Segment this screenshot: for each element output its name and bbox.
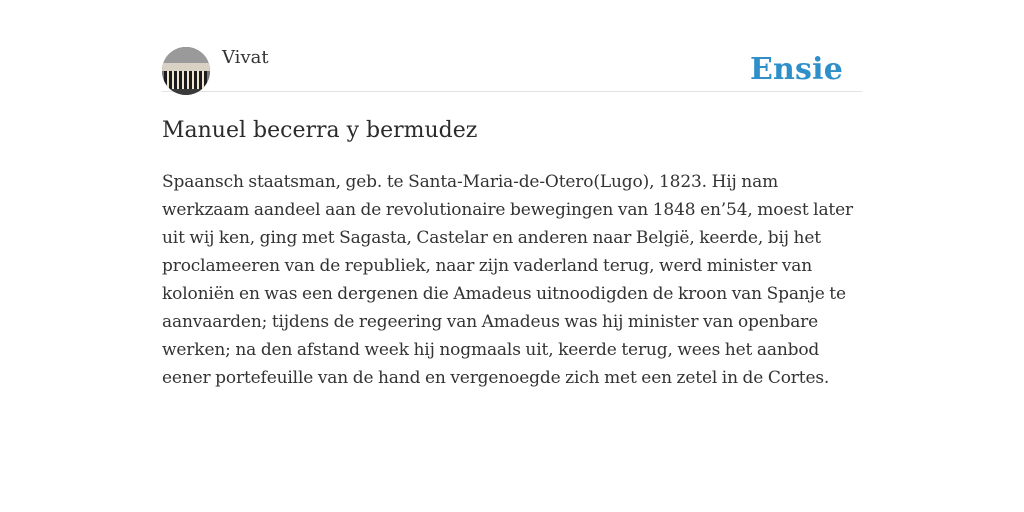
typewriter-keys-icon (162, 47, 210, 95)
page-title: Manuel becerra y bermudez (162, 118, 478, 143)
article-body: Spaansch staatsman, geb. te Santa-Maria-de-Otero(Lugo), 1823. Hij nam werkzaam aandeel aan de revolutionaire bewegingen van 1848 en’54, moest later uit wij ken, ging met Sagasta, Castelar en anderen naar België, keerde, bij het proclameeren van de republiek, naar zijn vaderland terug, werd minister van koloniën en was een dergenen die Amadeus uitnoodigden de kroon van Spanje te aanvaarden; tijdens de regeering van Amadeus was hij minister van openbare werken; na den afstand week hij nogmaals uit, keerde terug, wees het aanbod eener portefeuille van de hand en vergenoegde zich met een zetel in de Cortes. (162, 172, 853, 388)
avatar[interactable] (162, 47, 210, 95)
site-logo[interactable]: Ensie (749, 52, 843, 87)
author-name[interactable]: Vivat (222, 47, 269, 68)
header (162, 46, 862, 92)
